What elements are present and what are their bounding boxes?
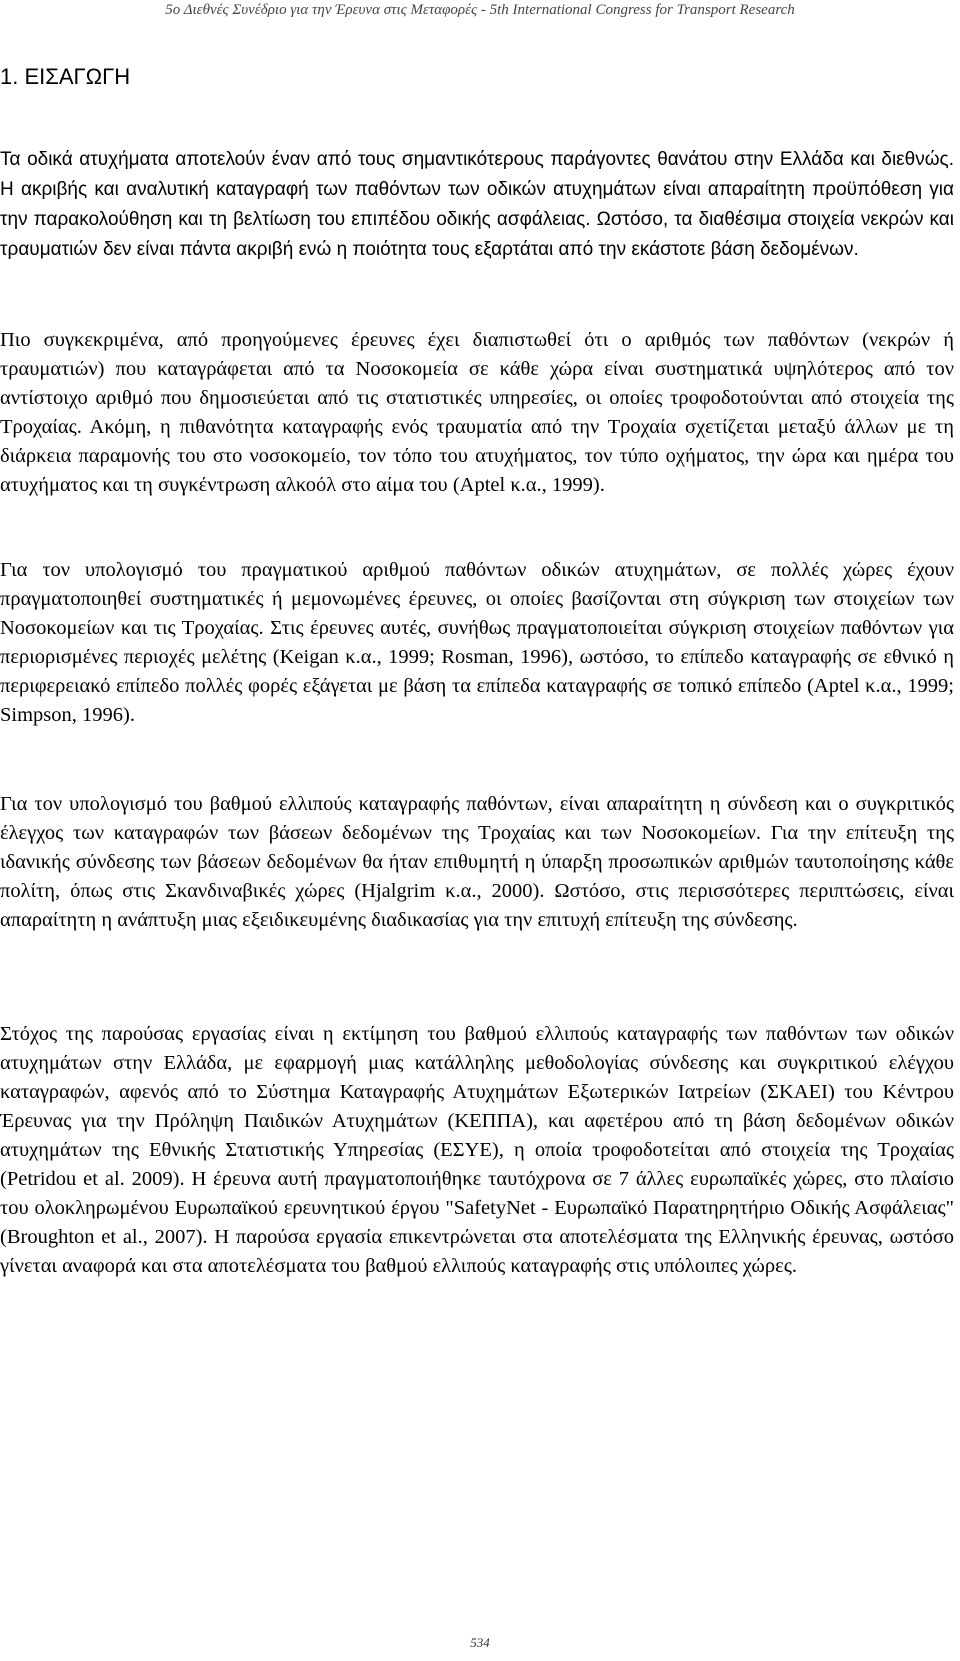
paragraph-2: Πιο συγκεκριμένα, από προηγούμενες έρευνες έχει διαπιστωθεί ότι ο αριθμός των παθόντων (νεκρών ή τραυματιών) που καταγράφεται από τα Νοσοκομεία σε κάθε χώρα είναι συστηματικά υψηλότερος από τον αντίστοιχο αριθμό που δημοσιεύεται από τις στατιστικές υπηρεσίες, οι οποίες τροφοδοτούνται από στοιχεία της Τροχαίας. Ακόμη, η πιθανότητα καταγραφής ενός τραυματία από την Τροχαία σχετίζεται μεταξύ άλλων με τη διάρκεια παραμονής του στο νοσοκομείο, τον τόπο του ατυχήματος, τον τύπο οχήματος, την ώρα και ημέρα του ατυχήματος και τη συγκέντρωση αλκοόλ στο αίμα του (Aptel κ.α., 1999). [0, 329, 954, 496]
paragraph-5: Στόχος της παρούσας εργασίας είναι η εκτίμηση του βαθμού ελλιπούς καταγραφής των παθόντων των οδικών ατυχημάτων στην Ελλάδα, με εφαρμογή μιας κατάλληλης μεθοδολογίας σύνδεσης και συγκριτικού ελέγχου καταγραφών, αφενός από το Σύστημα Καταγραφής Ατυχημάτων Εξωτερικών Ιατρείων (ΣΚΑΕΙ) του Κέντρου Έρευνας για την Πρόληψη Παιδικών Ατυχημάτων (ΚΕΠΠΑ), και αφετέρου από τη βάση δεδομένων οδικών ατυχημάτων της Εθνικής Στατιστικής Υπηρεσίας (ΕΣΥΕ), η οποία τροφοδοτείται από στοιχεία της Τροχαίας (Petridou et al. 2009). Η έρευνα αυτή πραγματοποιήθηκε ταυτόχρονα σε 7 άλλες ευρωπαϊκές χώρες, στο πλαίσιο του ολοκληρωμένου Ευρωπαϊκού ερευνητικού έργου "SafetyNet - Ευρωπαϊκό Παρατηρητήριο Οδικής Ασφάλειας" (Broughton et al., 2007). Η παρούσα εργασία επικεντρώνεται στα αποτελέσματα της Ελληνικής έρευνας, ωστόσο γίνεται αναφορά και στα αποτελέσματα του βαθμού ελλιπούς καταγραφής στις υπόλοιπες χώρες. [0, 1023, 954, 1277]
paragraph-3: Για τον υπολογισμό του πραγματικού αριθμού παθόντων οδικών ατυχημάτων, σε πολλές χώρες έχουν πραγματοποιηθεί συστηματικές ή μεμονωμένες έρευνες, οι οποίες βασίζονται στη σύγκριση των στοιχείων των Νοσοκομείων και τις Τροχαίας. Στις έρευνες αυτές, συνήθως πραγματοποιείται σύγκριση στοιχείων παθόντων για περιορισμένες περιοχές μελέτης (Keigan κ.α., 1999; Rosman, 1996), ωστόσο, το επίπεδο καταγραφής σε εθνικό η περιφερειακό επίπεδο πολλές φορές εξάγεται με βάση τα επίπεδα καταγραφής σε τοπικό επίπεδο (Aptel κ.α., 1999; Simpson, 1996). [0, 559, 954, 726]
paragraph-1-part-a: Τα οδικά ατυχήματα αποτελούν έναν από τους σημαντικότερους παράγοντες θανάτου στην Ελλάδα και διεθνώς. Η ακριβής και αναλυτική καταγραφή των παθόντων των οδικών ατυχημάτων είναι απαραίτητη προϋπόθεση για την παρακολούθηση και τη βελτίωση του επιπέδου οδικής ασφάλειας. [0, 149, 954, 230]
section-heading: 1. ΕΙΣΑΓΩΓΗ [0, 64, 131, 89]
paragraph-4: Για τον υπολογισμό του βαθμού ελλιπούς καταγραφής παθόντων, είναι απαραίτητη η σύνδεση και ο συγκριτικός έλεγχος των καταγραφών των βάσεων δεδομένων της Τροχαίας και των Νοσοκομείων. Για την επίτευξη της ιδανικής σύνδεσης των βάσεων δεδομένων θα ήταν επιθυμητή η ύπαρξη προσωπικών αριθμών ταυτοποίησης κάθε πολίτη, όπως στις Σκανδιναβικές χώρες (Hjalgrim κ.α., 2000). Ωστόσο, στις περισσότερες περιπτώσεις, είναι απαραίτητη η ανάπτυξη μιας εξειδικευμένης διαδικασίας για την επιτυχή επίτευξη της σύνδεσης. [0, 793, 954, 931]
running-header: 5ο Διεθνές Συνέδριο για την Έρευνα στις Μεταφορές - 5th International Congress for Transport Research [165, 2, 795, 18]
paragraph-1-part-b: Ωστόσο, τα διαθέσιμα στοιχεία νεκρών και τραυματιών δεν είναι πάντα ακριβή ενώ η ποιότητα τους εξαρτάται από την εκάστοτε βάση δεδομένων. [0, 209, 954, 260]
paragraph-1 [0, 145, 954, 265]
page-number: 534 [470, 1635, 490, 1650]
